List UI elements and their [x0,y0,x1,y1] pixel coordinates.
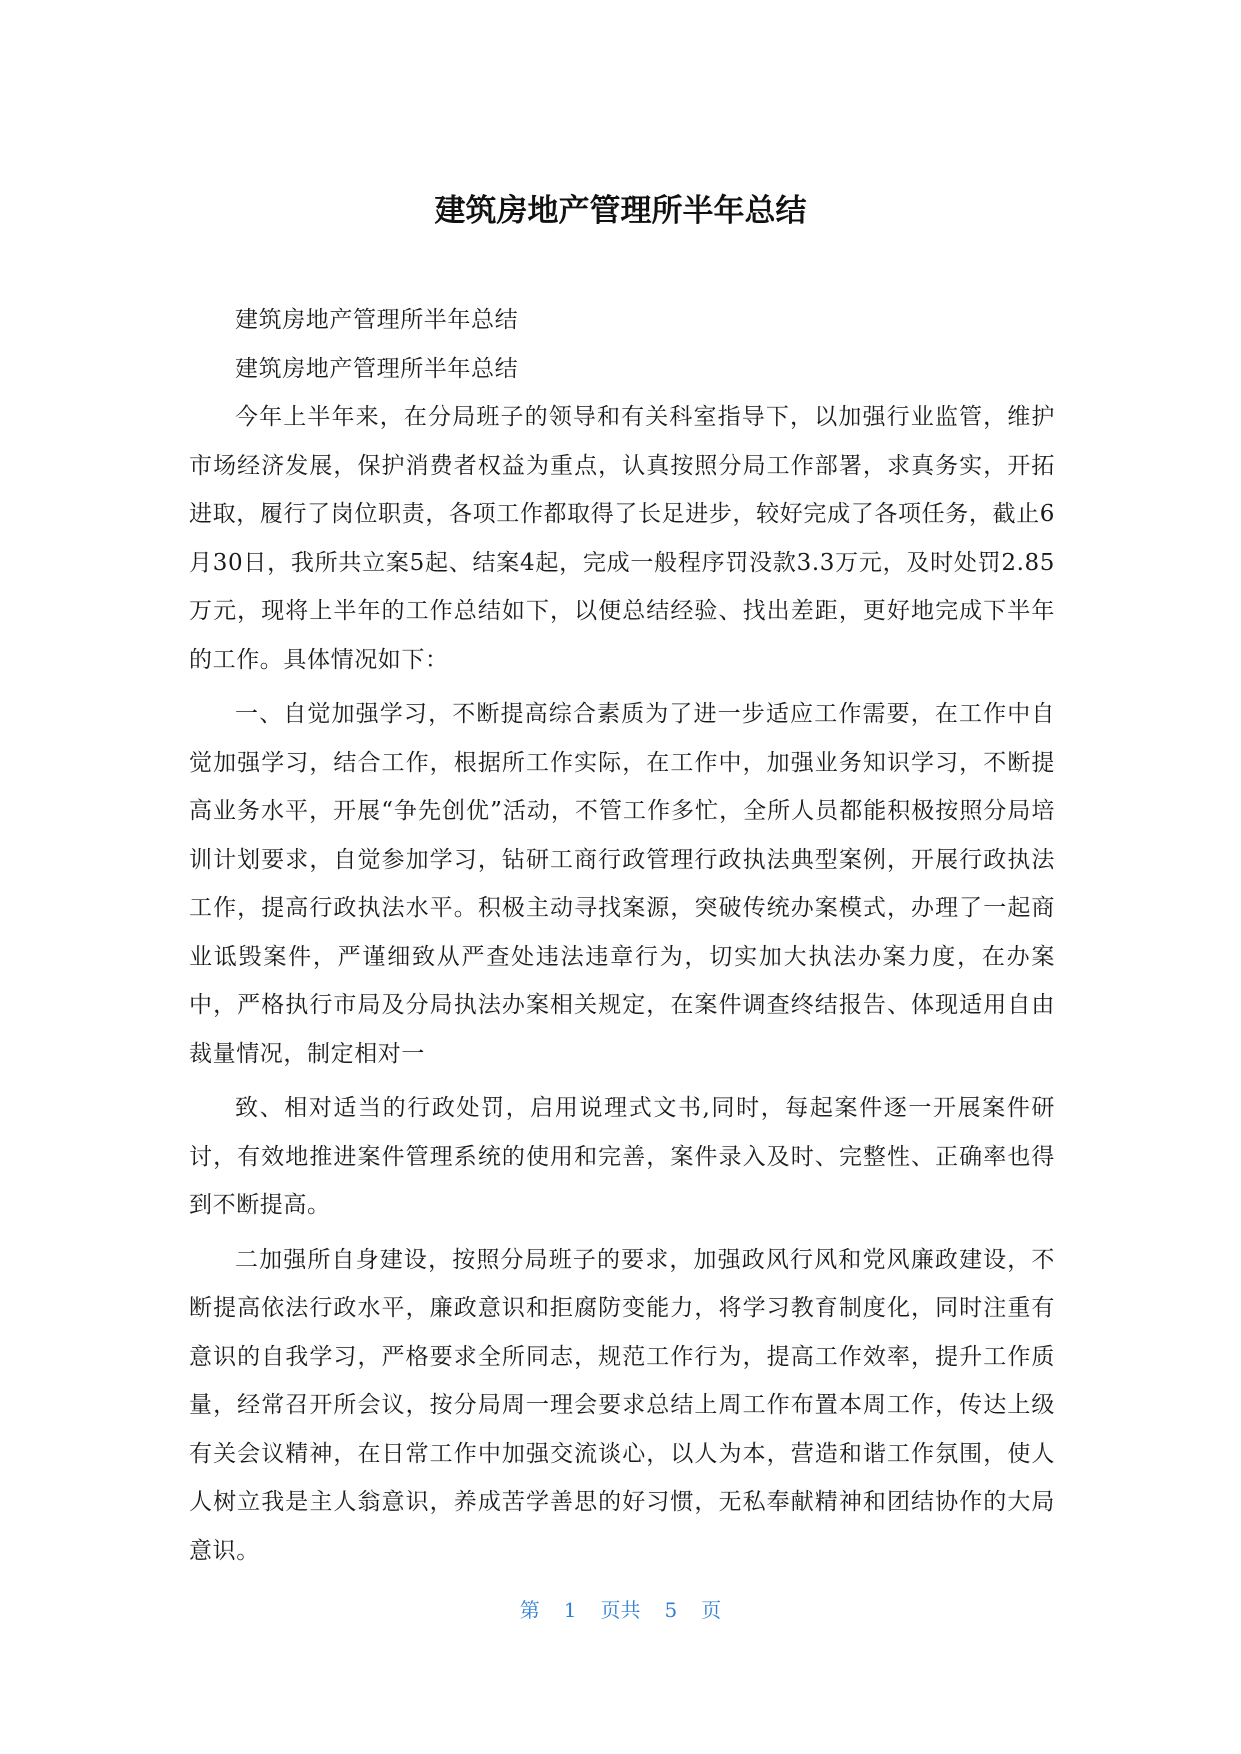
footer-middle: 页共 [600,1598,641,1622]
paragraph-subtitle-2: 建筑房地产管理所半年总结 [235,355,519,382]
document-body [189,296,1055,1575]
footer-current-page: 1 [563,1598,577,1622]
paragraph-section-one-continued: 致、相对适当的行政处罚，启用说理式文书,同时，每起案件逐一开展案件研讨，有效地推进案件管理系统的使用和完善，案件录入及时、完整性、正确率也得到不断提高。 [189,1095,1055,1218]
paragraph-section-one: 一、自觉加强学习，不断提高综合素质为了进一步适应工作需要，在工作中自觉加强学习，结合工作，根据所工作实际，在工作中，加强业务知识学习，不断提高业务水平，开展“争先创优”活动，不管工作多忙，全所人员都能积极按照分局培训计划要求，自觉参加学习，钻研工商行政管理行政执法典型案例，开展行政执法工作，提高行政执法水平。积极主动寻找案源，突破传统办案模式，办理了一起商业诋毁案件，严谨细致从严查处违法违章行为，切实加大执法办案力度，在办案中，严格执行市局及分局执法办案相关规定，在案件调查终结报告、体现适用自由裁量情况，制定相对一 [189,701,1055,1067]
paragraph-section-two: 二加强所自身建设，按照分局班子的要求，加强政风行风和党风廉政建设，不断提高依法行政水平，廉政意识和拒腐防变能力，将学习教育制度化，同时注重有意识的自我学习，严格要求全所同志，规范工作行为，提高工作效率，提升工作质量，经常召开所会议，按分局周一理会要求总结上周工作布置本周工作，传达上级有关会议精神，在日常工作中加强交流谈心，以人为本，营造和谐工作氛围，使人人树立我是主人翁意识，养成苦学善思的好习惯，无私奉献精神和团结协作的大局意识。 [189,1246,1055,1564]
footer-prefix: 第 [519,1598,540,1622]
footer-suffix: 页 [701,1598,722,1622]
paragraph-intro: 今年上半年来，在分局班子的领导和有关科室指导下，以加强行业监管，维护市场经济发展，保护消费者权益为重点，认真按照分局工作部署，求真务实，开拓进取，履行了岗位职责，各项工作都取得了长足进步，较好完成了各项任务，截止6月30日，我所共立案5起、结案4起，完成一般程序罚没款3.3万元，及时处罚2.85万元，现将上半年的工作总结如下，以便总结经验、找出差距，更好地完成下半年的工作。具体情况如下： [189,404,1055,673]
page-footer [0,1595,1241,1625]
document-title: 建筑房地产管理所半年总结 [434,193,807,229]
paragraph-subtitle-1: 建筑房地产管理所半年总结 [235,307,519,333]
footer-total-pages: 5 [664,1598,678,1622]
